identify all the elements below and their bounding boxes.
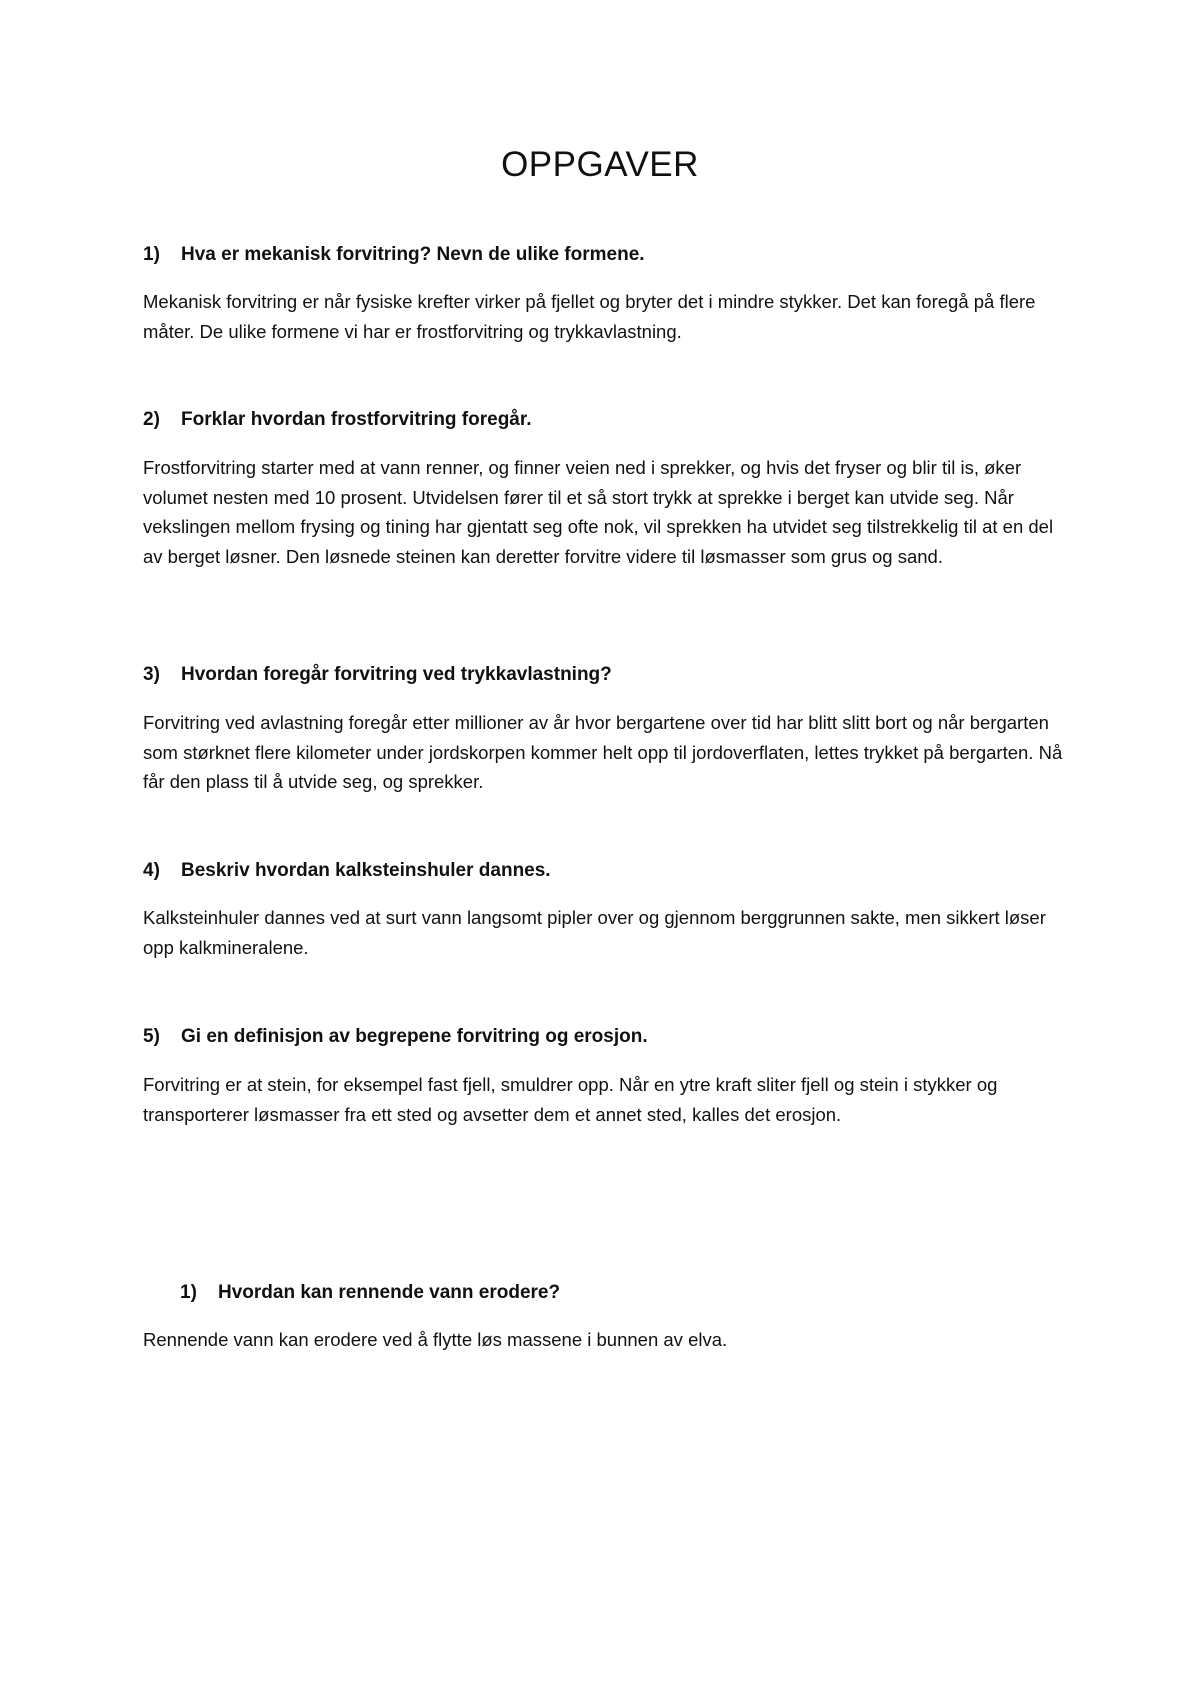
question-number: 3) — [143, 664, 160, 685]
question-number: 4) — [143, 860, 160, 881]
answer-paragraph — [143, 903, 1063, 962]
answer-text: Kalksteinhuler dannes ved at surt vann langsomt pipler over og gjennom berggrunnen sakte, men sikkert løser opp kalkmineralene. — [143, 907, 1046, 958]
question-heading — [143, 860, 1063, 882]
question-text: Hvordan foregår forvitring ved trykkavlastning? — [181, 664, 612, 685]
question-text: Hvordan kan rennende vann erodere? — [218, 1282, 561, 1303]
answer-text: Rennende vann kan erodere ved å flytte løs massene i bunnen av elva. — [143, 1329, 728, 1350]
question-text: Hva er mekanisk forvitring? Nevn de ulike formene. — [181, 244, 645, 265]
answer-text: Frostforvitring starter med at vann renner, og finner veien ned i sprekker, og hvis det fryser og blir til is, øker volumet nesten med 10 prosent. Utvidelsen fører til et så stort trykk at sprekke i berget kan utvide seg. Når vekslingen mellom frysing og tining har gjentatt seg ofte nok, vil sprekken ha utvidet seg tilstrekkelig til at en del av berget løsner. Den løsnede steinen kan deretter forvitre videre til løsmasser som grus og sand. — [143, 457, 1054, 567]
answer-paragraph — [143, 453, 1063, 571]
answer-paragraph — [143, 708, 1063, 797]
question-number: 2) — [143, 409, 160, 430]
answer-text: Forvitring er at stein, for eksempel fast fjell, smuldrer opp. Når en ytre kraft sliter fjell og stein i stykker og transporterer løsmasser fra ett sted og avsetter dem et annet sted, kalles det erosjon. — [143, 1074, 998, 1125]
question-number: 1) — [180, 1282, 197, 1303]
question-heading — [143, 244, 1063, 266]
answer-text: Forvitring ved avlastning foregår etter millioner av år hvor bergartene over tid har blitt slitt bort og når bergarten som størknet flere kilometer under jordskorpen kommer helt opp til jordoverflaten, lettes trykket på bergarten. Nå får den plass til å utvide seg, og sprekker. — [143, 712, 1063, 792]
document-title: OPPGAVER — [501, 145, 699, 184]
question-heading — [180, 1282, 1100, 1304]
question-number: 5) — [143, 1026, 160, 1047]
question-heading — [143, 409, 1063, 431]
answer-paragraph — [143, 1325, 1063, 1355]
question-number: 1) — [143, 244, 160, 265]
question-text: Beskriv hvordan kalksteinshuler dannes. — [181, 860, 551, 881]
question-text: Forklar hvordan frostforvitring foregår. — [181, 409, 532, 430]
answer-paragraph — [143, 1070, 1063, 1129]
question-heading — [143, 1026, 1063, 1048]
answer-text: Mekanisk forvitring er når fysiske krefter virker på fjellet og bryter det i mindre stykker. Det kan foregå på flere måter. De ulike formene vi har er frostforvitring og trykkavlastning. — [143, 291, 1036, 342]
question-text: Gi en definisjon av begrepene forvitring og erosjon. — [181, 1026, 648, 1047]
question-heading — [143, 664, 1063, 686]
answer-paragraph — [143, 287, 1063, 346]
